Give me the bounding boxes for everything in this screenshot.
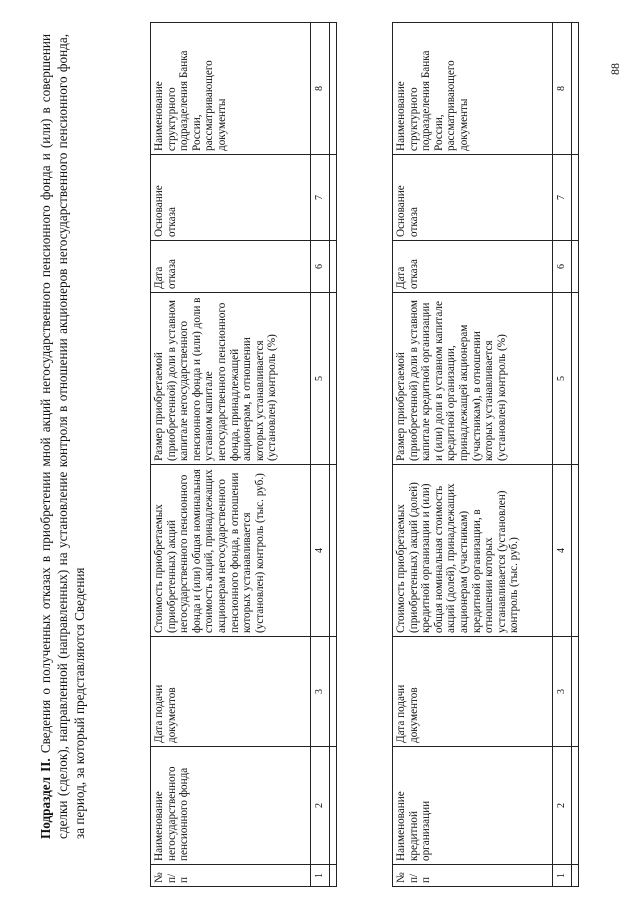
header-cell-shares-cost: Стоимость приобретаемых (приобретенных) акций (долей) кредитной организации и (или) общая номинальная стоимость акций (долей), принадлежащих акционерам (участникам) кредитной организации, в отношении которых устанавливается (установлен) контроль (тыс. руб.)	[393, 465, 553, 637]
column-number-row	[311, 23, 330, 887]
header-cell-share-size: Размер приобретаемой (приобретенной) доли в уставном капитале негосударственного пенсионного фонда и (или) доли в уставном капитале негосударственного пенсионного фонда, принадлежащей акционерам, в отношении которых устанавливается (установлен) контроль (%)	[151, 293, 311, 465]
empty-cell	[330, 293, 337, 465]
column-number: 2	[311, 747, 330, 865]
header-cell-submission-date: Дата подачи документов	[393, 637, 553, 747]
empty-cell	[572, 747, 579, 865]
column-number: 7	[553, 155, 572, 241]
empty-data-row	[330, 23, 337, 887]
column-number: 8	[553, 23, 572, 155]
empty-cell	[572, 465, 579, 637]
header-cell-department: Наименование структурного подразделения Банка России, рассматривающего документы	[393, 23, 553, 155]
section-heading-bold: Подраздел II.	[38, 758, 53, 839]
table-header-row	[151, 23, 311, 887]
page-number: 88	[608, 63, 622, 75]
column-number: 1	[311, 865, 330, 887]
header-cell-shares-cost: Стоимость приобретаемых (приобретенных) акций негосударственного пенсионного фонда и (или) общая номинальная стоимость акций, принадлежащих акционерам негосударственного пенсионного фонда, в отношении которых устанавливается (установлен) контроль (тыс. руб.)	[151, 465, 311, 637]
header-cell-fund-name: Наименование негосударственного пенсионного фонда	[151, 747, 311, 865]
section-heading-text: Сведения о полученных отказах в приобретении мной акций негосударственного пенсионного фонда и (или) в совершении сделки (сделок), направленной (направленных) на установление контроля в отношении акционеров негосударственного пенсионного фонда, за период, за который представляются Сведения	[38, 33, 87, 839]
header-cell-refusal-reason: Основание отказа	[393, 155, 553, 241]
header-cell-submission-date: Дата подачи документов	[151, 637, 311, 747]
empty-cell	[572, 23, 579, 155]
empty-cell	[330, 465, 337, 637]
column-number: 6	[311, 241, 330, 293]
section-heading	[37, 34, 88, 839]
empty-data-row	[572, 23, 579, 887]
empty-cell	[572, 637, 579, 747]
column-number: 3	[553, 637, 572, 747]
empty-cell	[572, 293, 579, 465]
column-number-row	[553, 23, 572, 887]
header-cell-share-size: Размер приобретаемой (приобретенной) доли в уставном капитале кредитной организации и (или) доли в уставном капитале кредитной организации, принадлежащей акционерам (участникам), в отношении которых устанавливается (установлен) контроль (%)	[393, 293, 553, 465]
empty-cell	[572, 241, 579, 293]
column-number: 1	[553, 865, 572, 887]
column-number: 4	[311, 465, 330, 637]
header-cell-refusal-reason: Основание отказа	[151, 155, 311, 241]
header-cell-department: Наименование структурного подразделения Банка России, рассматривающего документы	[151, 23, 311, 155]
column-number: 2	[553, 747, 572, 865]
empty-cell	[572, 155, 579, 241]
header-cell-refusal-date: Дата отказа	[393, 241, 553, 293]
header-cell-number: № п/п	[393, 865, 553, 887]
empty-cell	[330, 865, 337, 887]
empty-cell	[572, 865, 579, 887]
credit-org-refusals-table	[392, 22, 579, 887]
empty-cell	[330, 747, 337, 865]
empty-cell	[330, 23, 337, 155]
column-number: 3	[311, 637, 330, 747]
table-header-row	[393, 23, 553, 887]
header-cell-org-name: Наименование кредитной организации	[393, 747, 553, 865]
column-number: 7	[311, 155, 330, 241]
column-number: 4	[553, 465, 572, 637]
column-number: 6	[553, 241, 572, 293]
column-number: 5	[553, 293, 572, 465]
column-number: 8	[311, 23, 330, 155]
npf-refusals-table	[150, 22, 337, 887]
empty-cell	[330, 241, 337, 293]
header-cell-number: № п/п	[151, 865, 311, 887]
empty-cell	[330, 637, 337, 747]
empty-cell	[330, 155, 337, 241]
header-cell-refusal-date: Дата отказа	[151, 241, 311, 293]
column-number: 5	[311, 293, 330, 465]
